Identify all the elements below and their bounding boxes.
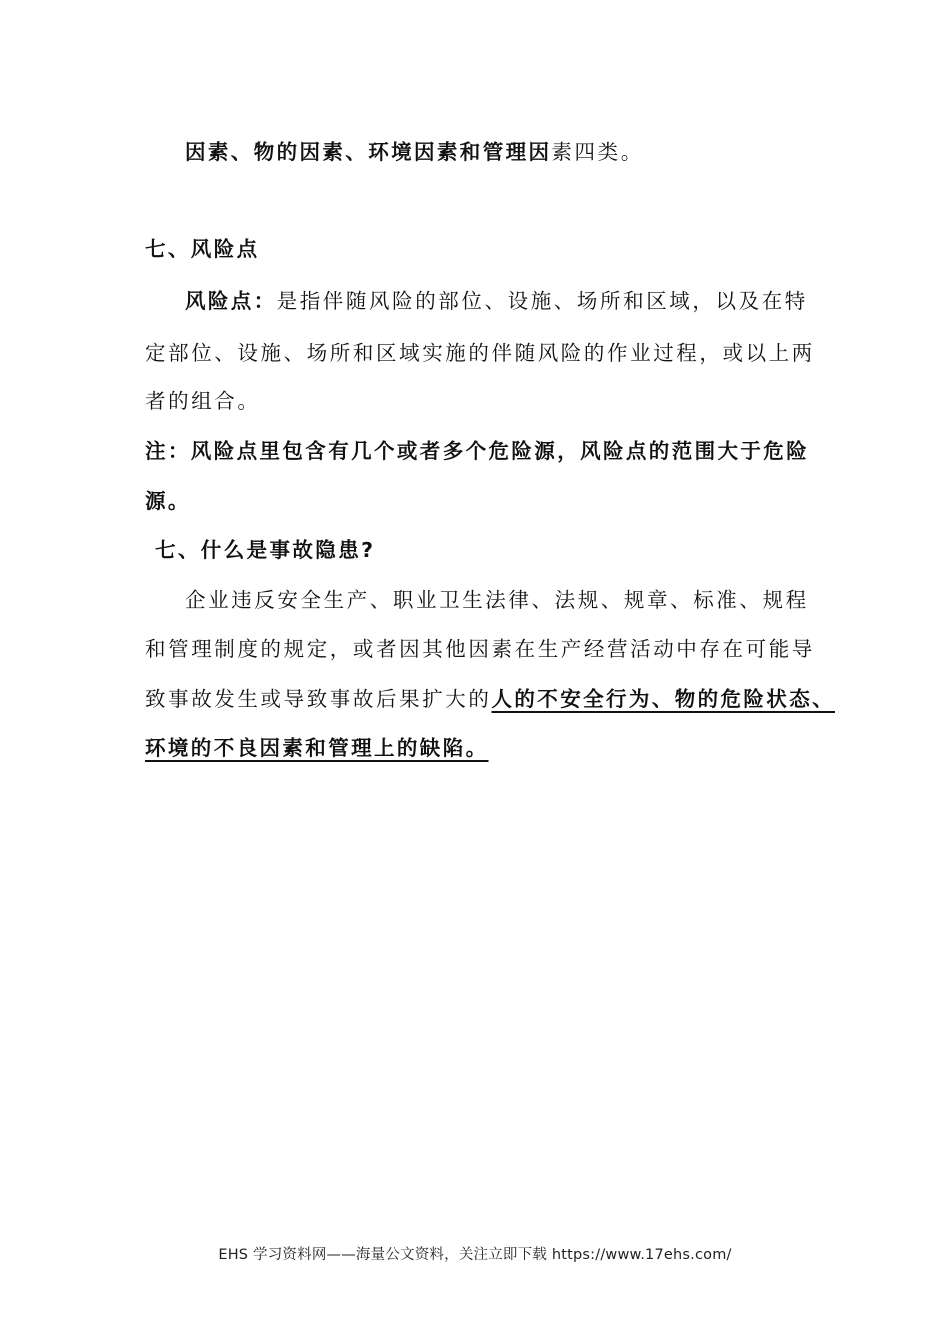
note-line: 源。 bbox=[145, 489, 191, 513]
paragraph-line bbox=[185, 286, 808, 316]
term-label: 风险点： bbox=[185, 289, 277, 313]
paragraph-line: 和管理制度的规定，或者因其他因素在生产经营活动中存在可能导 bbox=[145, 637, 815, 661]
body-text: 是指伴随风险的部位、设施、场所和区域，以及在特 bbox=[276, 289, 808, 313]
note-line: 注：风险点里包含有几个或者多个危险源，风险点的范围大于危险 bbox=[145, 439, 810, 463]
section-heading-hazard: 七、什么是事故隐患? bbox=[155, 538, 376, 562]
body-text: 素四类。 bbox=[551, 140, 644, 164]
underlined-line: 环境的不良因素和管理上的缺陷。 bbox=[145, 736, 489, 760]
paragraph-line bbox=[185, 137, 644, 167]
paragraph-line: 企业违反安全生产、职业卫生法律、法规、规章、标准、规程 bbox=[185, 588, 809, 612]
underlined-text: 人的不安全行为、物的危险状态、 bbox=[491, 687, 835, 711]
paragraph-line bbox=[145, 684, 835, 714]
paragraph-line: 者的组合。 bbox=[145, 389, 261, 413]
body-text: 致事故发生或导致事故后果扩大的 bbox=[145, 687, 492, 711]
footer-text: EHS 学习资料网——海量公文资料，关注立即下载 https://www.17ehs.com/ bbox=[218, 1247, 732, 1263]
paragraph-line: 定部位、设施、场所和区域实施的伴随风险的作业过程，或以上两 bbox=[145, 341, 815, 365]
section-heading-risk-point: 七、风险点 bbox=[145, 237, 260, 261]
bold-text: 因素、物的因素、环境因素和管理因 bbox=[185, 140, 552, 164]
